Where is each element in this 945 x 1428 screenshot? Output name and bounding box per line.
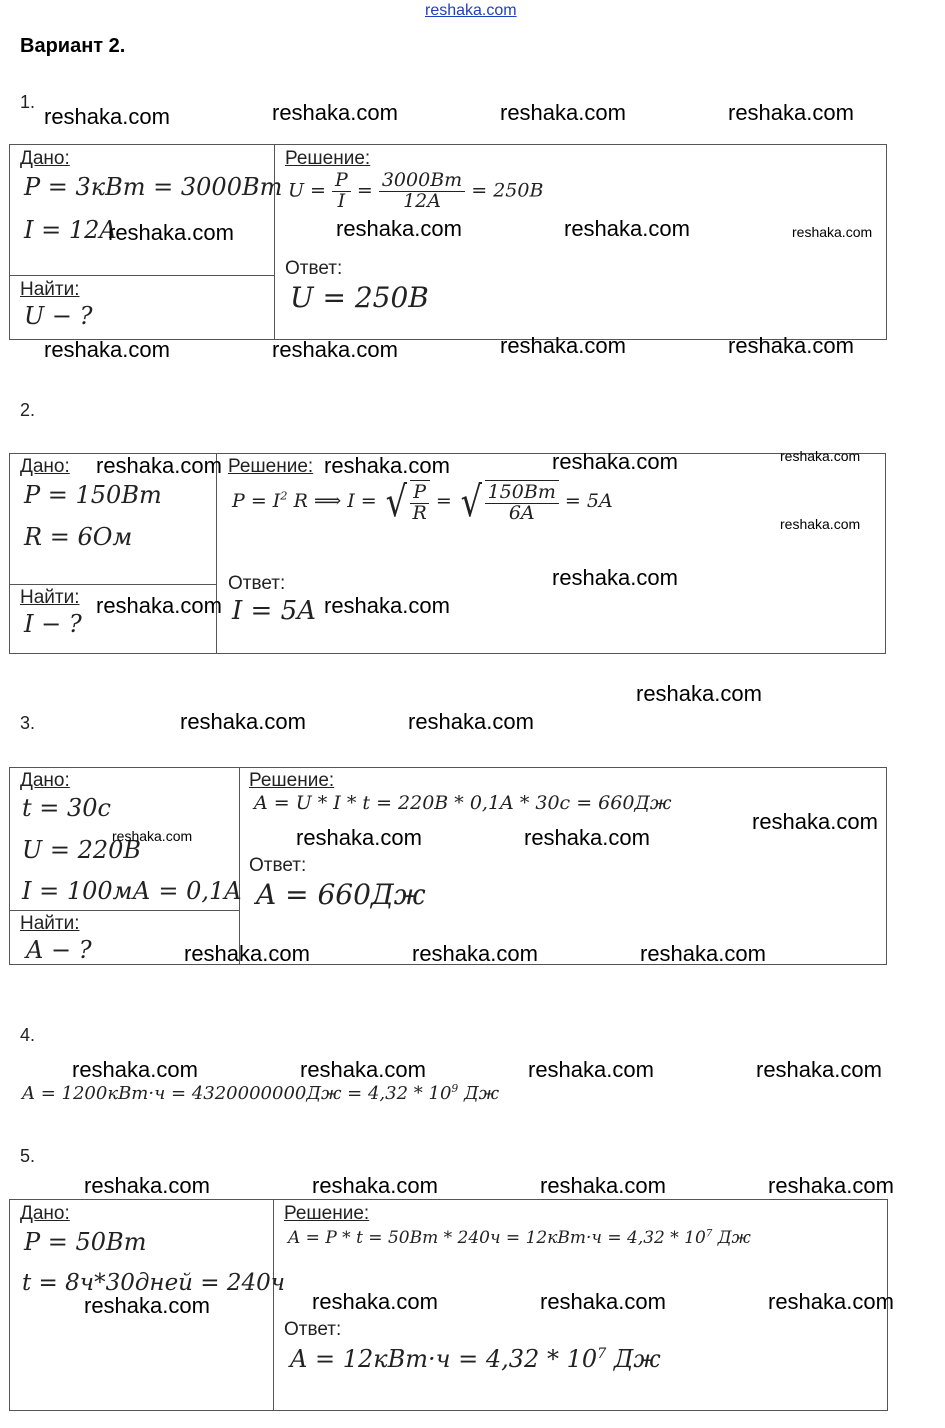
problem-number: 2.	[20, 400, 36, 420]
watermark: reshaka.com	[312, 1289, 438, 1314]
watermark: reshaka.com	[500, 100, 626, 125]
site-link[interactable]: reshaka.com	[425, 2, 517, 19]
solution-label: Решение:	[228, 456, 314, 477]
given-label: Дано:	[20, 148, 70, 169]
watermark: reshaka.com	[84, 1293, 210, 1318]
watermark: reshaka.com	[296, 825, 422, 850]
watermark: reshaka.com	[412, 941, 538, 966]
solution-formula: $A = P * t = 50Вт * 240ч = 12кВт\cdot ч = 4,32 * 10^7$ Дж	[288, 1228, 751, 1248]
watermark: reshaka.com	[728, 333, 854, 358]
problem-4-formula: $A = 1200кВт\cdot ч = 4320000000Дж = 4,32 * 10^9$ Дж	[22, 1082, 500, 1104]
answer-value: U = 250B	[290, 281, 429, 314]
answer-label: Ответ:	[249, 855, 307, 876]
given-label: Дано:	[20, 770, 70, 791]
watermark: reshaka.com	[96, 453, 222, 478]
watermark: reshaka.com	[540, 1289, 666, 1314]
watermark: reshaka.com	[524, 825, 650, 850]
find-label: Найти:	[20, 279, 80, 300]
watermark: reshaka.com	[44, 337, 170, 362]
watermark: reshaka.com	[636, 681, 762, 706]
watermark: reshaka.com	[336, 216, 462, 241]
watermark: reshaka.com	[780, 516, 861, 532]
given-line: t = 30c	[22, 794, 111, 822]
watermark: reshaka.com	[552, 565, 678, 590]
find-label: Найти:	[20, 913, 80, 934]
given-line: I = 100мА = 0,1A	[22, 877, 242, 905]
given-line: R = 6Ом	[24, 523, 133, 551]
answer-label: Ответ:	[285, 258, 343, 279]
solution-label: Решение:	[249, 770, 335, 791]
watermark: reshaka.com	[72, 1057, 198, 1082]
watermark: reshaka.com	[540, 1173, 666, 1198]
find-value: U − ?	[24, 302, 93, 330]
problem-number: 5.	[20, 1146, 36, 1166]
watermark: reshaka.com	[408, 709, 534, 734]
watermark: reshaka.com	[324, 593, 450, 618]
given-line: P = 50Вт	[24, 1228, 147, 1256]
variant-title: Вариант 2.	[20, 35, 126, 57]
watermark: reshaka.com	[272, 337, 398, 362]
watermark: reshaka.com	[112, 828, 193, 844]
solution-formula: A = U * I * t = 220B * 0,1A * 30c = 660Дж	[254, 792, 672, 814]
solution-label: Решение:	[285, 148, 371, 169]
problem-number: 4.	[20, 1025, 36, 1045]
answer-value: I = 5A	[232, 596, 316, 626]
solution-label: Решение:	[284, 1203, 370, 1224]
watermark: reshaka.com	[272, 100, 398, 125]
solution-formula: U = $\frac{P}{I}$ = $\frac{3000Вт}{12A}$ = 250B	[288, 169, 544, 212]
given-line: P = 3кВт = 3000Вт	[24, 173, 283, 201]
watermark: reshaka.com	[84, 1173, 210, 1198]
find-value: A − ?	[26, 936, 92, 964]
watermark: reshaka.com	[780, 448, 861, 464]
watermark: reshaka.com	[564, 216, 690, 241]
answer-value: A = 660Дж	[256, 878, 426, 911]
problem-number: 1.	[20, 92, 36, 112]
watermark: reshaka.com	[756, 1057, 882, 1082]
watermark: reshaka.com	[312, 1173, 438, 1198]
answer-label: Ответ:	[284, 1319, 342, 1340]
watermark: reshaka.com	[324, 453, 450, 478]
watermark: reshaka.com	[180, 709, 306, 734]
watermark: reshaka.com	[768, 1173, 894, 1198]
watermark: reshaka.com	[728, 100, 854, 125]
watermark: reshaka.com	[792, 224, 873, 240]
answer-label: Ответ:	[228, 573, 286, 594]
given-label: Дано:	[20, 456, 70, 477]
watermark: reshaka.com	[96, 593, 222, 618]
solution-formula: $P = I^2$ R ⟹ I = √ $\frac{P}{R}$ = √ $\frac{150Вт}{6A}$ = 5A	[232, 476, 613, 526]
given-line: U = 220B	[22, 836, 142, 864]
watermark: reshaka.com	[552, 449, 678, 474]
watermark: reshaka.com	[44, 104, 170, 129]
answer-value: $A = 12кВт\cdot ч = 4,32 * 10^7$ Дж	[290, 1345, 661, 1373]
watermark: reshaka.com	[528, 1057, 654, 1082]
given-line: P = 150Вт	[24, 481, 162, 509]
given-label: Дано:	[20, 1203, 70, 1224]
find-value: I − ?	[24, 610, 82, 638]
watermark: reshaka.com	[184, 941, 310, 966]
given-line: t = 8ч*30дней = 240ч	[22, 1270, 286, 1296]
watermark: reshaka.com	[108, 220, 234, 245]
problem-number: 3.	[20, 713, 36, 733]
watermark: reshaka.com	[640, 941, 766, 966]
watermark: reshaka.com	[768, 1289, 894, 1314]
watermark: reshaka.com	[500, 333, 626, 358]
find-label: Найти:	[20, 587, 80, 608]
watermark: reshaka.com	[300, 1057, 426, 1082]
given-line: I = 12A	[24, 216, 117, 244]
watermark: reshaka.com	[752, 809, 878, 834]
